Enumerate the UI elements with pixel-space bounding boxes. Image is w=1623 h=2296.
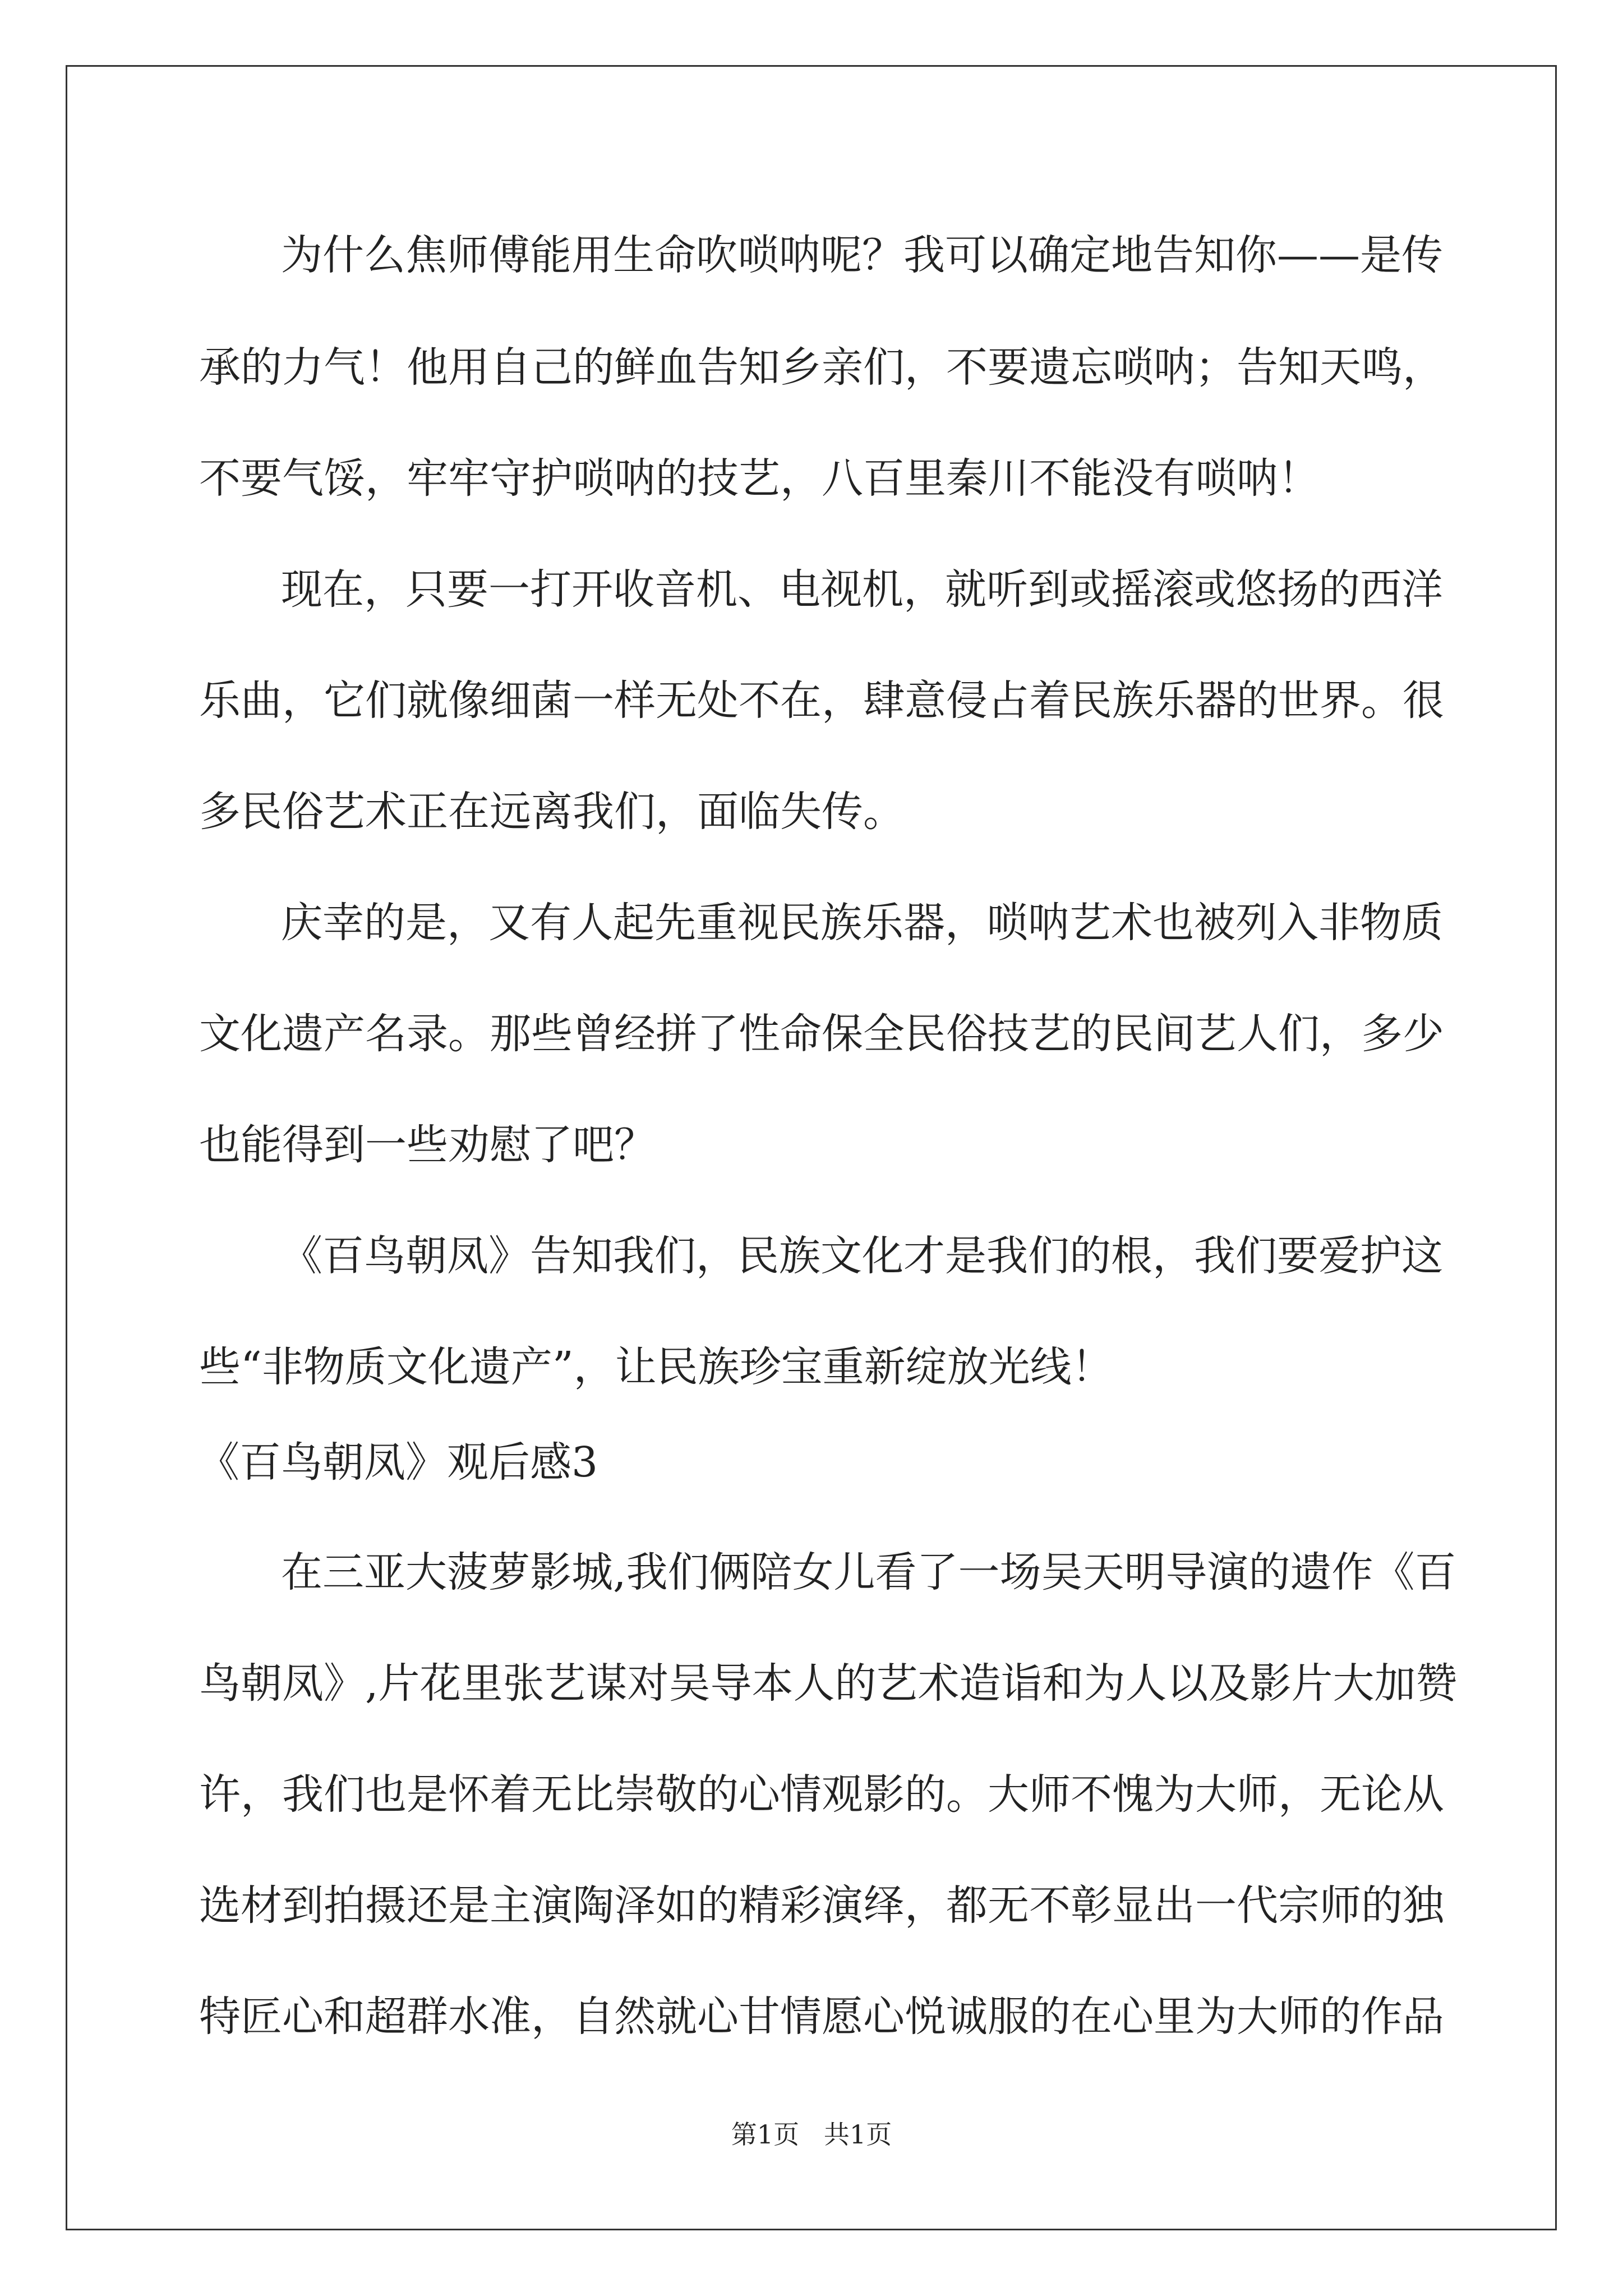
- paragraph-3-line-2: 文化遗产名录。那些曾经拼了性命保全民俗技艺的民间艺人们，多少: [199, 1010, 1444, 1058]
- paragraph-5-line-1: 在三亚大菠萝影城,我们俩陪女儿看了一场吴天明导演的遗作《百: [281, 1548, 1456, 1596]
- paragraph-5-line-3: 许，我们也是怀着无比崇敬的心情观影的。大师不愧为大师，无论从: [199, 1770, 1444, 1819]
- paragraph-2-line-3: 多民俗艺术正在远离我们，面临失传。: [199, 788, 905, 836]
- paragraph-4-line-1: 《百鸟朝凤》告知我们，民族文化才是我们的根，我们要爱护这: [281, 1232, 1443, 1280]
- page-number-footer: 第1页 共1页: [731, 2119, 892, 2150]
- paragraph-3-line-1: 庆幸的是，又有人起先重视民族乐器，唢呐艺术也被列入非物质: [281, 899, 1443, 947]
- paragraph-2-line-1: 现在，只要一打开收音机、电视机，就听到或摇滚或悠扬的西洋: [281, 565, 1443, 614]
- paragraph-1-line-1: 为什么焦师傅能用生命吹唢呐呢？我可以确定地告知你——是传: [281, 231, 1443, 279]
- section-heading: 《百鸟朝凤》观后感3: [198, 1438, 598, 1487]
- paragraph-4-line-2: 些“非物质文化遗产”，让民族珍宝重新绽放光线！: [199, 1343, 1113, 1391]
- paragraph-1-line-2: 承的力气！他用自己的鲜血告知乡亲们，不要遗忘唢呐；告知天鸣，: [199, 343, 1444, 392]
- paragraph-1-line-3: 不要气馁，牢牢守护唢呐的技艺，八百里秦川不能没有唢呐！: [199, 454, 1320, 503]
- paragraph-2-line-2: 乐曲，它们就像细菌一样无处不在，肆意侵占着民族乐器的世界。很: [199, 677, 1444, 725]
- paragraph-3-line-3: 也能得到一些劝慰了吧？: [199, 1121, 656, 1169]
- paragraph-5-line-2: 鸟朝凤》,片花里张艺谋对吴导本人的艺术造诣和为人以及影片大加赞: [199, 1659, 1458, 1708]
- paragraph-5-line-4: 选材到拍摄还是主演陶泽如的精彩演绎，都无不彰显出一代宗师的独: [199, 1881, 1444, 1930]
- paragraph-5-line-5: 特匠心和超群水准，自然就心甘情愿心悦诚服的在心里为大师的作品: [199, 1993, 1444, 2041]
